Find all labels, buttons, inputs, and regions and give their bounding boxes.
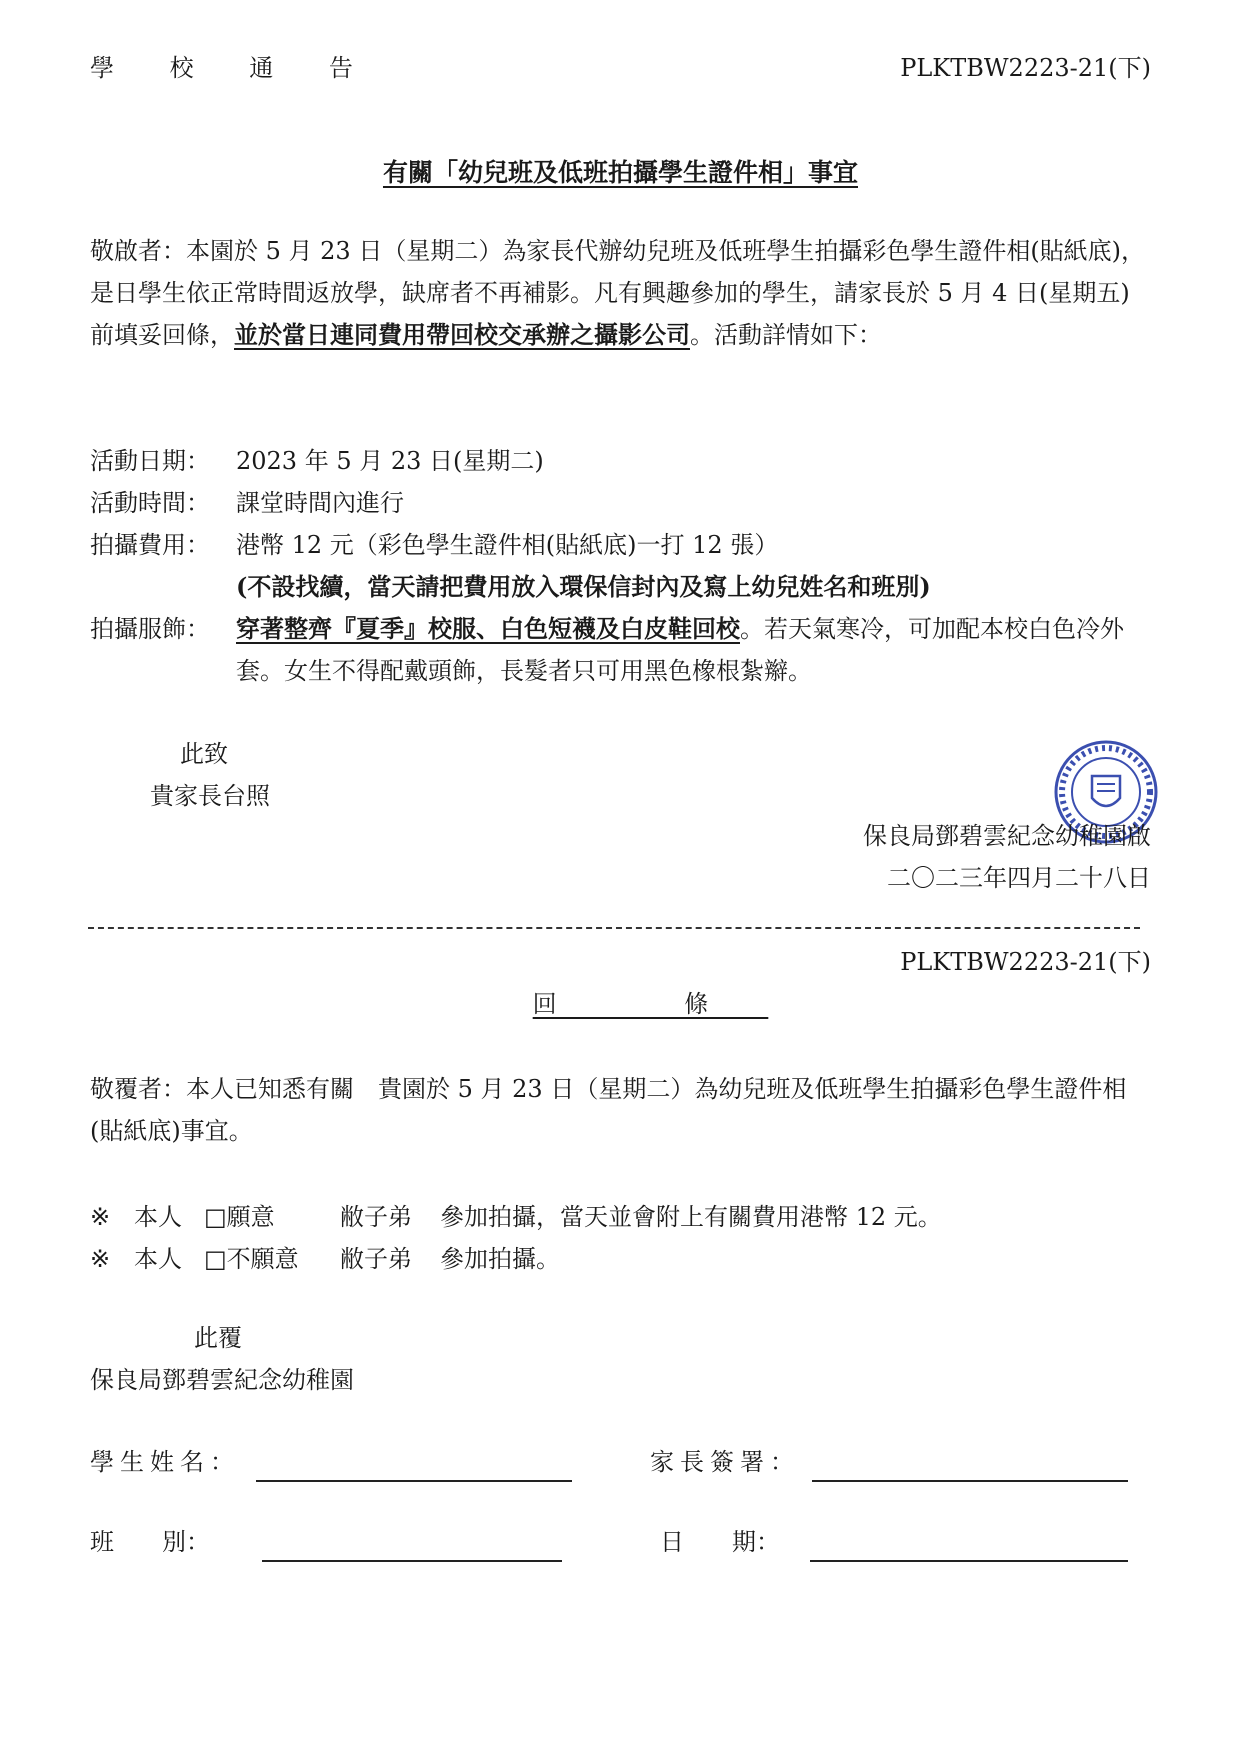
student-name-field[interactable] <box>256 1480 572 1482</box>
attire-rest-text: 。若天氣寒冷，可加配本校白色冷外套。女生不得配戴頭飾，長髮者只可用黑色橡根紮辮。 <box>236 615 1124 685</box>
cut-line-divider <box>88 927 1140 929</box>
attire-bold-text: 穿著整齊『夏季』校服、白色短襪及白皮鞋回校 <box>236 614 740 643</box>
intro-paragraph <box>90 230 1150 356</box>
reply-closing: 此覆 <box>194 1324 242 1352</box>
fee-note: (不設找續，當天請把費用放入環保信封內及寫上幼兒姓名和班別) <box>236 572 931 601</box>
reply-reference-code: PLKTBW2223-21(下) <box>900 948 1151 976</box>
intro-text-1: 敬啟者：本園於 5 月 23 日（星期二）為家長代辦幼兒班及低班學生拍攝彩色學生證件相(貼紙底)，是日學生依正常時間返放學，缺席者不再補影。凡有興趣參加的學生，請家長於 5 月 4 日(星期五)前填妥回條， <box>90 237 1146 349</box>
option-text: 參加拍攝，當天並會附上有關費用港幣 12 元。 <box>440 1203 942 1231</box>
closing-greeting: 此致 <box>180 740 228 768</box>
intro-text-2: 。活動詳情如下： <box>690 321 882 349</box>
parent-signature-label: 家長簽署： <box>650 1448 800 1476</box>
option-unwilling <box>90 1238 560 1280</box>
date-field[interactable] <box>810 1560 1128 1562</box>
detail-value <box>236 608 1156 692</box>
intro-bold-text: 並於當日連同費用帶回校交承辦之攝影公司 <box>234 320 690 349</box>
student-name-label: 學生姓名： <box>90 1448 240 1476</box>
detail-time <box>90 482 1156 524</box>
reply-body: 敬覆者：本人已知悉有關 貴園於 5 月 23 日（星期二）為幼兒班及低班學生拍攝彩色學生證件相(貼紙底)事宜。 <box>90 1075 1127 1145</box>
detail-label: 拍攝費用： <box>90 531 210 559</box>
detail-label: 活動時間： <box>90 489 210 517</box>
closing-date: 二〇二三年四月二十八日 <box>887 864 1151 892</box>
option-willing <box>90 1196 942 1238</box>
option-child: 敝子弟 <box>340 1245 412 1273</box>
notice-title: 有關「幼兒班及低班拍攝學生證件相」事宜 <box>382 158 858 187</box>
detail-label: 活動日期： <box>90 447 210 475</box>
closing-sender: 保良局鄧碧雲紀念幼稚園啟 <box>863 822 1151 850</box>
notice-label: 學 校 通 告 <box>90 54 377 82</box>
option-child: 敝子弟 <box>340 1203 412 1231</box>
parent-signature-field[interactable] <box>812 1480 1128 1482</box>
reference-mark: ※ <box>90 1245 111 1273</box>
option-checkbox-willing[interactable]: □願意 <box>204 1203 275 1231</box>
detail-value: 港幣 12 元（彩色學生證件相(貼紙底)一打 12 張） <box>236 531 779 559</box>
detail-label: 拍攝服飾： <box>90 615 210 643</box>
detail-date <box>90 440 1156 482</box>
option-checkbox-unwilling[interactable]: □不願意 <box>204 1245 299 1273</box>
reference-mark: ※ <box>90 1203 111 1231</box>
date-label: 日 期： <box>660 1528 780 1556</box>
option-text: 參加拍攝。 <box>440 1245 560 1273</box>
detail-value: 課堂時間內進行 <box>236 489 404 517</box>
class-field[interactable] <box>262 1560 562 1562</box>
class-label: 班 別： <box>90 1528 210 1556</box>
closing-recipient: 貴家長台照 <box>150 782 270 810</box>
option-who: 本人 <box>134 1203 182 1231</box>
detail-fee <box>90 524 1156 566</box>
option-who: 本人 <box>134 1245 182 1273</box>
reply-school-name: 保良局鄧碧雲紀念幼稚園 <box>90 1366 354 1394</box>
reply-title: 回 條 <box>532 990 769 1018</box>
detail-attire <box>90 608 1156 692</box>
reference-code: PLKTBW2223-21(下) <box>900 54 1151 82</box>
detail-value: 2023 年 5 月 23 日(星期二) <box>236 447 544 475</box>
